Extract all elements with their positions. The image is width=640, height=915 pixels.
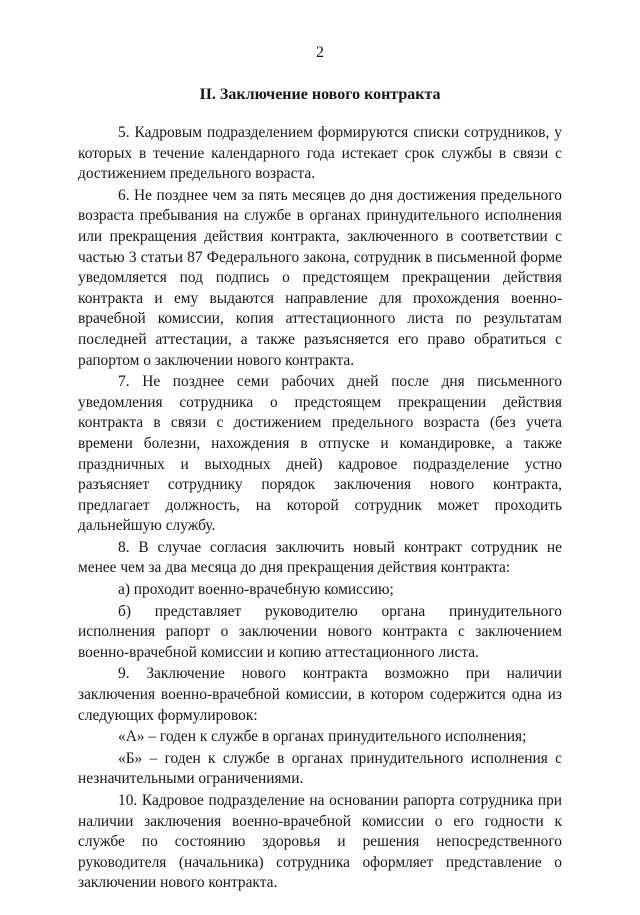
paragraph-9: 9. Заключение нового контракта возможно при наличии заключения военно-врачебной комиссии, в котором содержится одна из следующих формулировок: [78,665,562,724]
section-title: II. Заключение нового контракта [199,86,441,103]
page-number: 2 [316,44,324,61]
paragraph-8b: б) представляет руководителю органа принудительного исполнения рапорт о заключении нового контракта с заключением военно-врачебной комиссии и копию аттестационного листа. [78,602,562,661]
paragraph-7: 7. Не позднее семи рабочих дней после дня письменного уведомления сотрудника о предстоящем прекращении действия контракта в связи с достижением предельного возраста (без учета времени болезни, нахождения в отпуске и командировке, а также праздничных и выходных дней) кадровое подразделение устно разъясняет сотруднику порядок заключения нового контракта, предлагает должность, на которой сотрудник может проходить дальнейшую службу. [78,373,562,535]
paragraph-6: 6. Не позднее чем за пять месяцев до дня достижения предельного возраста пребывания на службе в органах принудительного исполнения или прекращения действия контракта, заключенного в соответствии с частью 3 статьи 87 Федерального закона, сотрудник в письменной форме уведомляется под подпись о предстоящем прекращении действия контракта и ему выдаются направление для прохождения военно-врачебной комиссии, копия аттестационного листа по результатам последней аттестации, а также разъясняется его право обратиться с рапортом о заключении нового контракта. [78,186,562,369]
paragraph-9b: «Б» – годен к службе в органах принудительного исполнения с незначительными ограничениями. [78,749,562,788]
document-body [78,123,562,894]
paragraph-8a: а) проходит военно-врачебную комиссию; [118,581,394,599]
paragraph-10: 10. Кадровое подразделение на основании рапорта сотрудника при наличии заключения военно-врачебной комиссии о его годности к службе по состоянию здоровья и решения непосредственного руководителя (начальника) сотрудника оформляет представление о заключении нового контракта. [78,792,562,892]
paragraph-8: 8. В случае согласия заключить новый контракт сотрудник не менее чем за два месяца до дня прекращения действия контракта: [78,538,562,577]
paragraph-9a: «А» – годен к службе в органах принудительного исполнения; [118,728,527,746]
paragraph-5: 5. Кадровым подразделением формируются списки сотрудников, у которых в течение календарного года истекает срок службы в связи с достижением предельного возраста. [78,124,562,183]
